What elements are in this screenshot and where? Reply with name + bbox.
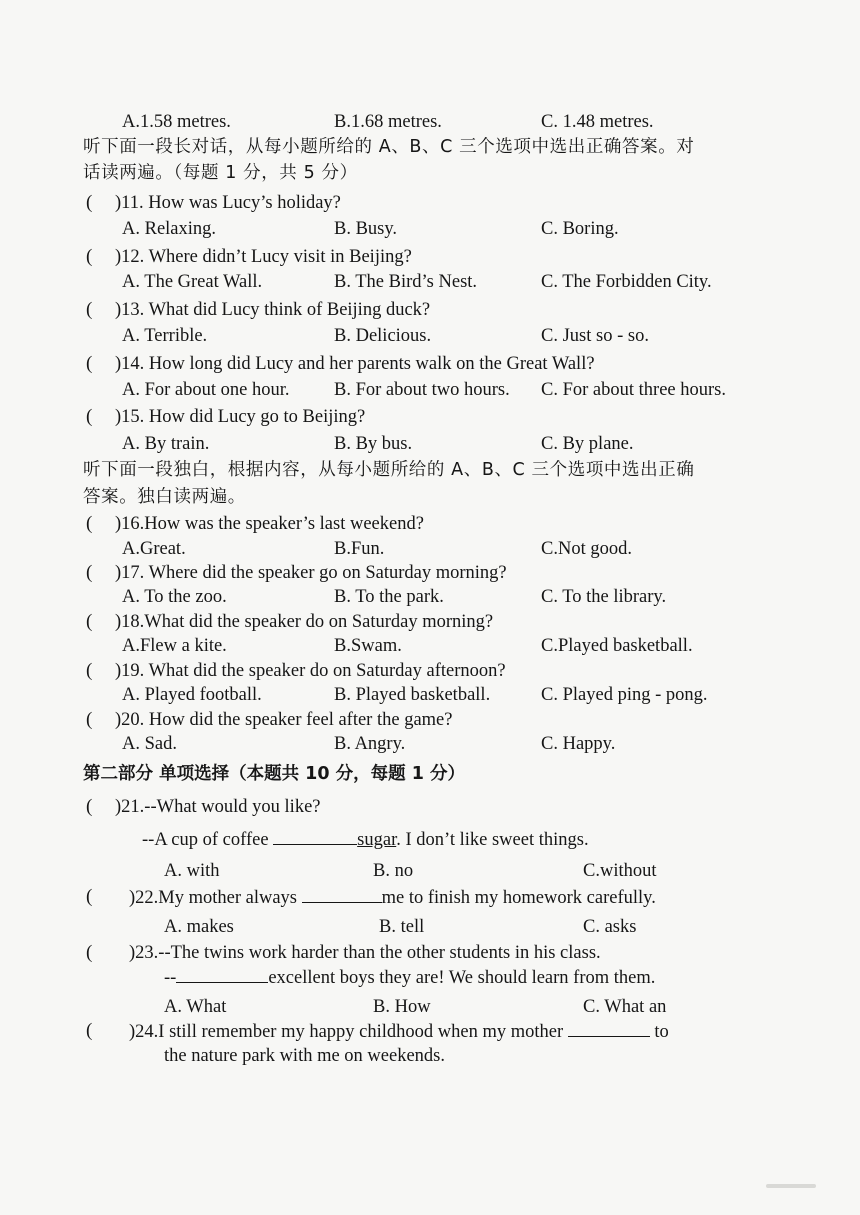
q11-answer-paren[interactable]: (: [86, 192, 93, 213]
q21-answer-paren[interactable]: (: [86, 796, 93, 817]
q21-option-a: A. with: [164, 861, 220, 881]
monologue-instruction-line2: 答案。独白读两遍。: [83, 487, 246, 507]
q22-option-b: B. tell: [379, 917, 425, 937]
q18-option-b: B.Swam.: [334, 636, 402, 656]
q15-option-b: B. By bus.: [334, 434, 413, 454]
q12-option-b: B. The Bird’s Nest.: [334, 272, 478, 292]
scan-smudge-icon: [766, 1182, 816, 1190]
q12-stem: )12. Where didn’t Lucy visit in Beijing?: [115, 247, 412, 267]
q15-option-a: A. By train.: [122, 434, 210, 454]
q15-option-c: C. By plane.: [541, 434, 634, 454]
q23-answer-paren[interactable]: (: [86, 942, 93, 963]
q23-stem: )23.--The twins work harder than the other students in his class.: [129, 943, 601, 963]
q19-answer-paren[interactable]: (: [86, 660, 93, 681]
q11-option-a: A. Relaxing.: [122, 219, 217, 239]
q22-answer-paren[interactable]: (: [86, 886, 93, 907]
q14-option-c: C. For about three hours.: [541, 380, 726, 400]
q19-option-c: C. Played ping - pong.: [541, 685, 708, 705]
q16-option-a: A.Great.: [122, 539, 186, 559]
q17-option-b: B. To the park.: [334, 587, 444, 607]
q10-option-b: B.1.68 metres.: [334, 112, 442, 132]
q22-stem-before: )22.My mother always: [129, 888, 298, 908]
q20-option-b: B. Angry.: [334, 734, 406, 754]
q18-answer-paren[interactable]: (: [86, 611, 93, 632]
q22-option-c: C. asks: [583, 917, 637, 937]
q24-answer-paren[interactable]: (: [86, 1020, 93, 1041]
q21-option-c: C.without: [583, 861, 657, 881]
q12-answer-paren[interactable]: (: [86, 246, 93, 267]
q13-answer-paren[interactable]: (: [86, 299, 93, 320]
q16-option-b: B.Fun.: [334, 539, 385, 559]
q20-stem: )20. How did the speaker feel after the game?: [115, 710, 453, 730]
q23-option-a: A. What: [164, 997, 227, 1017]
q13-option-a: A. Terrible.: [122, 326, 208, 346]
q14-option-a: A. For about one hour.: [122, 380, 290, 400]
q11-stem: )11. How was Lucy’s holiday?: [115, 193, 341, 213]
q21-option-b: B. no: [373, 861, 414, 881]
q17-stem: )17. Where did the speaker go on Saturday morning?: [115, 563, 507, 583]
q13-option-c: C. Just so - so.: [541, 326, 649, 346]
q21-blank[interactable]: [273, 828, 357, 845]
q10-option-a: A.1.58 metres.: [122, 112, 231, 132]
q14-option-b: B. For about two hours.: [334, 380, 510, 400]
q22-stem: [129, 886, 656, 909]
q24-blank[interactable]: [568, 1020, 650, 1037]
monologue-instruction-line1: 听下面一段独白，根据内容，从每小题所给的 A、B、C 三个选项中选出正确: [83, 460, 695, 480]
q19-option-b: B. Played basketball.: [334, 685, 491, 705]
q21-line2-before: --A cup of coffee: [142, 830, 269, 850]
q14-answer-paren[interactable]: (: [86, 353, 93, 374]
q20-option-a: A. Sad.: [122, 734, 177, 754]
q23-option-b: B. How: [373, 997, 431, 1017]
q23-line2-after: excellent boys they are! We should learn from them.: [268, 968, 656, 988]
q15-answer-paren[interactable]: (: [86, 406, 93, 427]
q20-answer-paren[interactable]: (: [86, 709, 93, 730]
dialogue-instruction-line2: 话读两遍。（每题 1 分，共 5 分）: [83, 163, 358, 183]
dialogue-instruction-line1: 听下面一段长对话，从每小题所给的 A、B、C 三个选项中选出正确答案。对: [83, 137, 695, 157]
q12-option-c: C. The Forbidden City.: [541, 272, 712, 292]
q24-stem-after: to: [654, 1022, 669, 1042]
q19-stem: )19. What did the speaker do on Saturday afternoon?: [115, 661, 506, 681]
q24-stem: [129, 1020, 669, 1043]
q23-blank[interactable]: [176, 966, 268, 983]
q14-stem: )14. How long did Lucy and her parents walk on the Great Wall?: [115, 354, 595, 374]
q21-line2: [142, 828, 589, 851]
q17-answer-paren[interactable]: (: [86, 562, 93, 583]
q11-option-b: B. Busy.: [334, 219, 398, 239]
q16-stem: )16.How was the speaker’s last weekend?: [115, 514, 424, 534]
q21-stem: )21.--What would you like?: [115, 797, 321, 817]
q23-option-c: C. What an: [583, 997, 667, 1017]
part2-title: 第二部分 单项选择（本题共 10 分，每题 1 分）: [83, 764, 465, 784]
q22-option-a: A. makes: [164, 917, 234, 937]
q24-stem-before: )24.I still remember my happy childhood when my mother: [129, 1022, 564, 1042]
q18-stem: )18.What did the speaker do on Saturday morning?: [115, 612, 494, 632]
q19-option-a: A. Played football.: [122, 685, 262, 705]
q17-option-a: A. To the zoo.: [122, 587, 227, 607]
q21-line2-after: . I don’t like sweet things.: [396, 830, 589, 850]
q11-option-c: C. Boring.: [541, 219, 619, 239]
q15-stem: )15. How did Lucy go to Beijing?: [115, 407, 366, 427]
q22-stem-after: me to finish my homework carefully.: [381, 888, 656, 908]
q18-option-c: C.Played basketball.: [541, 636, 693, 656]
q24-line2: the nature park with me on weekends.: [164, 1046, 446, 1066]
q23-line2: [164, 966, 655, 989]
q13-option-b: B. Delicious.: [334, 326, 432, 346]
q21-underlined-word: sugar: [357, 830, 397, 850]
q16-option-c: C.Not good.: [541, 539, 632, 559]
q23-line2-before: --: [164, 968, 177, 988]
q20-option-c: C. Happy.: [541, 734, 616, 754]
q10-option-c: C. 1.48 metres.: [541, 112, 654, 132]
q12-option-a: A. The Great Wall.: [122, 272, 263, 292]
q22-blank[interactable]: [302, 886, 382, 903]
q18-option-a: A.Flew a kite.: [122, 636, 227, 656]
q16-answer-paren[interactable]: (: [86, 513, 93, 534]
q13-stem: )13. What did Lucy think of Beijing duck?: [115, 300, 431, 320]
q17-option-c: C. To the library.: [541, 587, 667, 607]
